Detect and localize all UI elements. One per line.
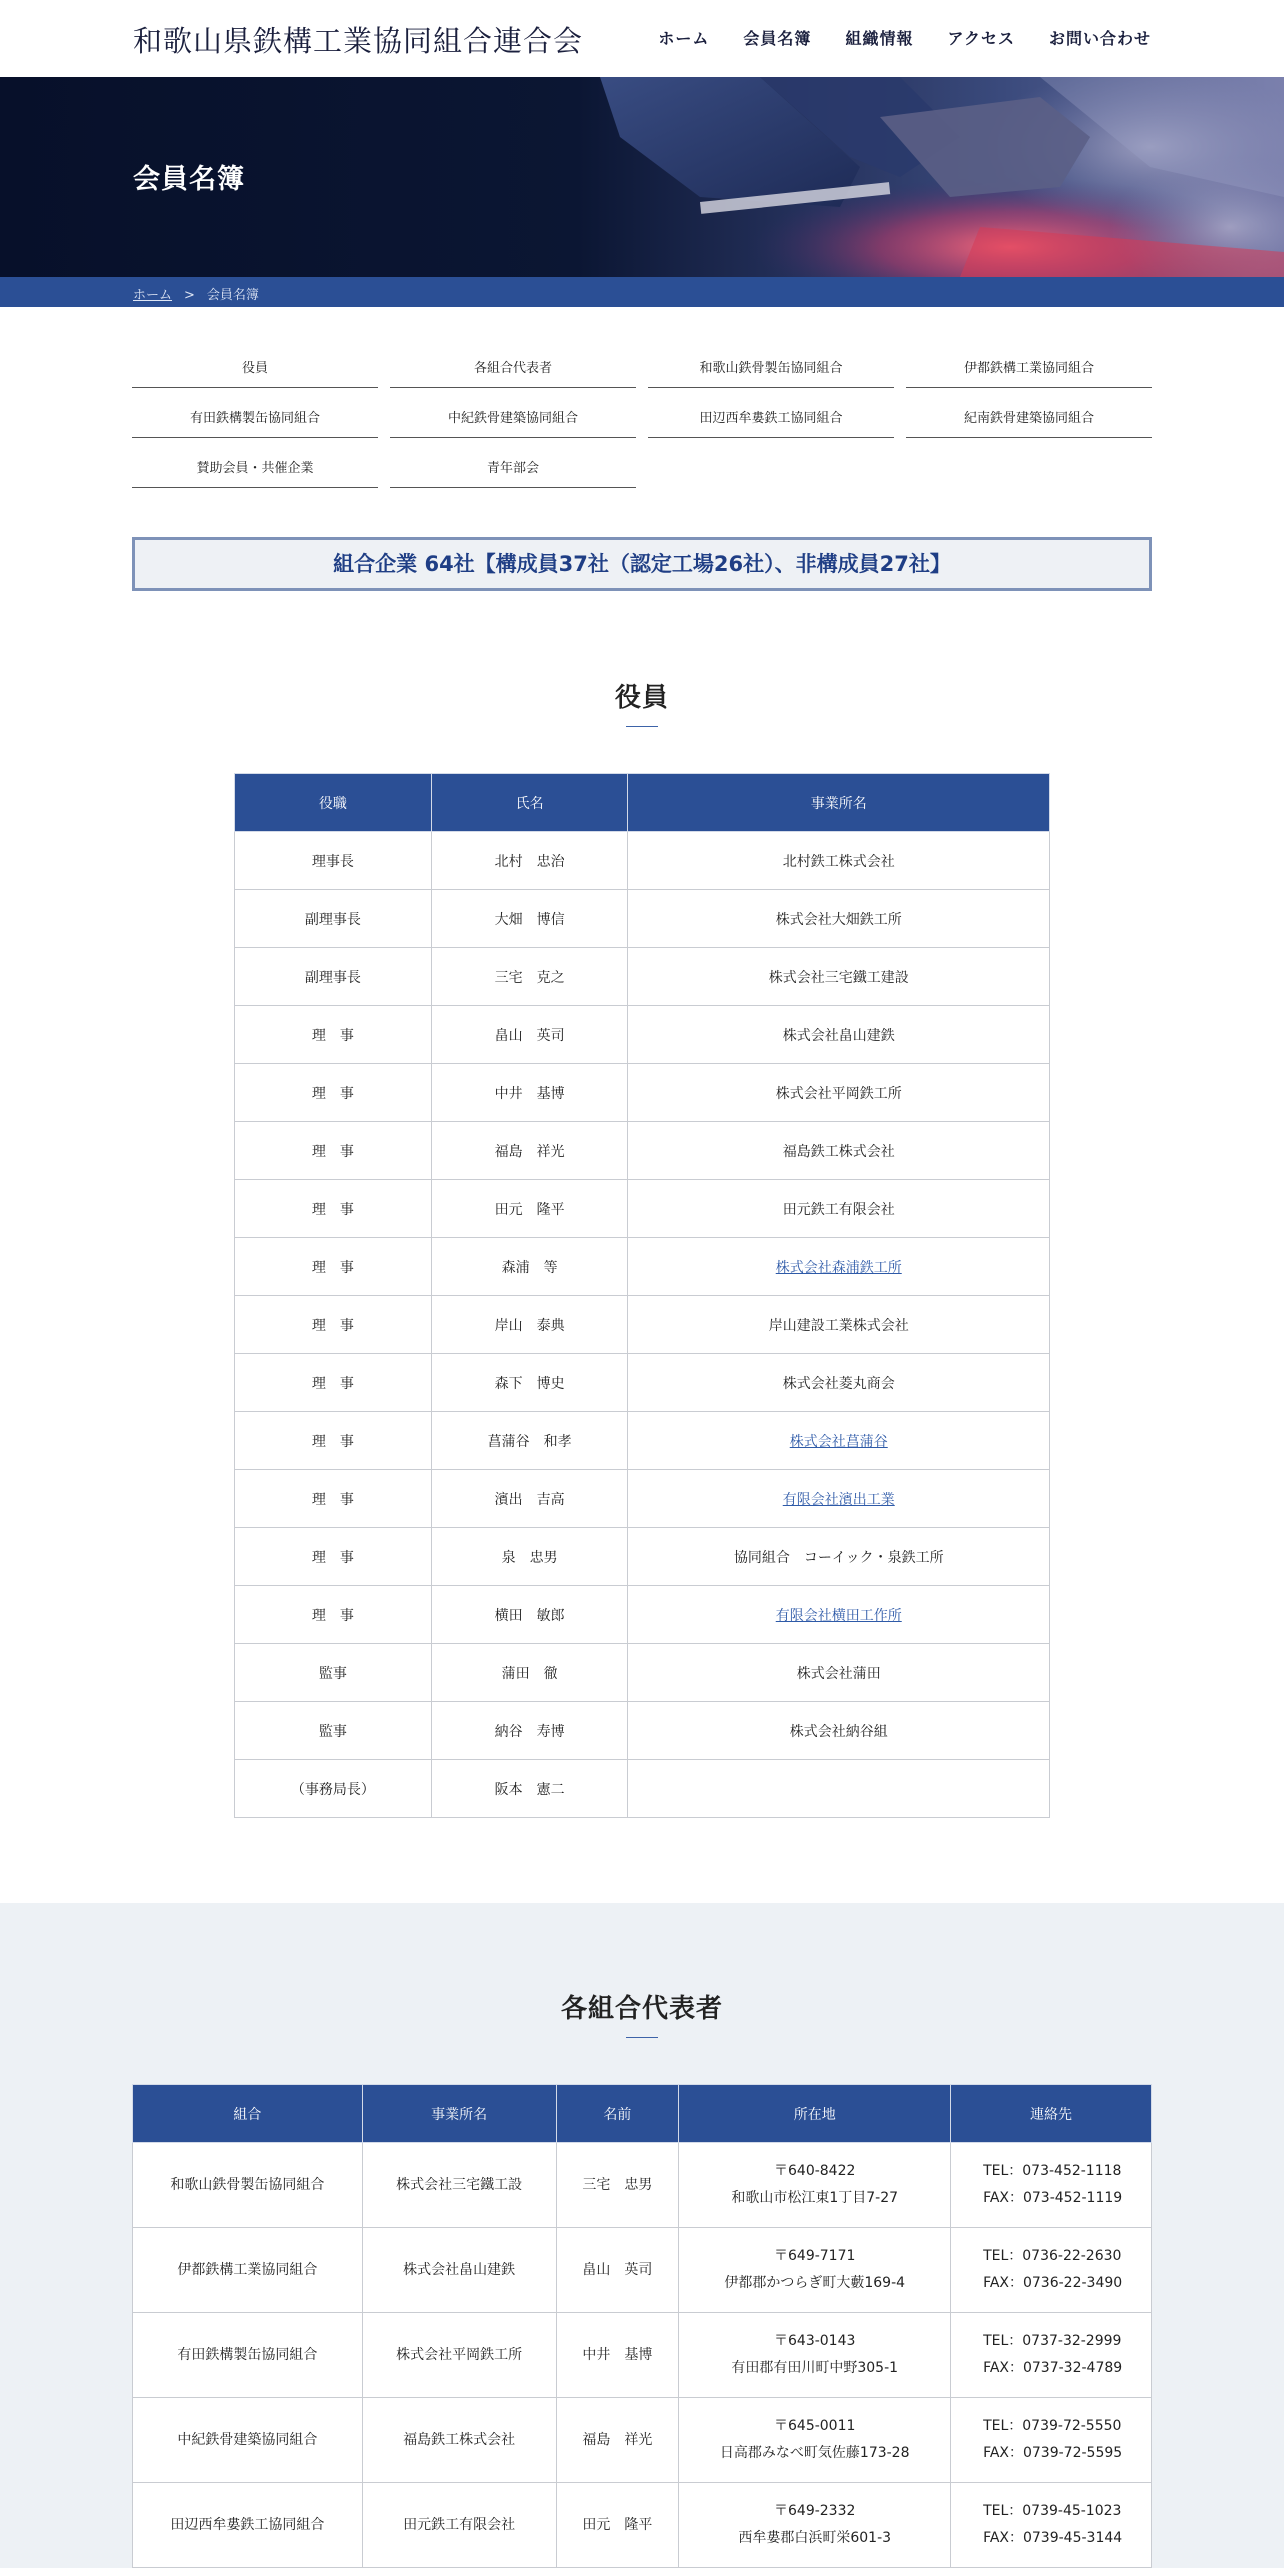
hero-banner xyxy=(0,77,1284,277)
officer-role: 理 事 xyxy=(235,1470,432,1528)
officer-name: 岸山 泰典 xyxy=(431,1296,628,1354)
union-name: 有田鉄構製缶協同組合 xyxy=(133,2313,363,2398)
address-cell xyxy=(679,2228,951,2313)
phone-number: TEL：0739-45-1023 xyxy=(983,2503,1122,2520)
table-row xyxy=(235,890,1050,948)
anchor-officers[interactable]: 役員 xyxy=(132,350,378,388)
phone-number: TEL：0739-72-5550 xyxy=(983,2418,1122,2435)
company-name: 株式会社平岡鉄工所 xyxy=(362,2313,556,2398)
officer-role: 理 事 xyxy=(235,1122,432,1180)
global-nav xyxy=(658,26,1151,49)
nav-members[interactable]: 会員名簿 xyxy=(743,29,812,48)
officer-name: 横田 敏郎 xyxy=(431,1586,628,1644)
company-name: 田元鉄工有限会社 xyxy=(362,2483,556,2568)
table-row xyxy=(235,1296,1050,1354)
company-name: 株式会社三宅鐵工設 xyxy=(362,2143,556,2228)
officer-company-cell xyxy=(628,948,1050,1006)
contact-cell xyxy=(951,2313,1152,2398)
officer-company-cell xyxy=(628,1238,1050,1296)
table-row xyxy=(235,832,1050,890)
officer-role: 理 事 xyxy=(235,1296,432,1354)
company-name: 株式会社畠山建鉄 xyxy=(362,2228,556,2313)
table-row xyxy=(133,2228,1152,2313)
table-row xyxy=(235,1354,1050,1412)
officer-company-cell xyxy=(628,1644,1050,1702)
union-name: 和歌山鉄骨製缶協同組合 xyxy=(133,2143,363,2228)
table-row xyxy=(235,1122,1050,1180)
address-cell xyxy=(679,2398,951,2483)
fax-number: FAX：0737-32-4789 xyxy=(983,2360,1123,2376)
nav-contact[interactable]: お問い合わせ xyxy=(1048,29,1151,48)
officer-role: 副理事長 xyxy=(235,890,432,948)
table-row xyxy=(133,2313,1152,2398)
table-header-row xyxy=(235,774,1050,832)
company-name: 協同組合 コーイック・泉鉄工所 xyxy=(733,1549,944,1566)
table-row xyxy=(133,2143,1152,2228)
column-header: 組合 xyxy=(133,2085,363,2143)
postal-code: 〒643-0143 xyxy=(774,2333,856,2350)
officer-name: 中井 基博 xyxy=(431,1064,628,1122)
company-name: 株式会社蒲田 xyxy=(796,1665,881,1682)
table-row xyxy=(235,948,1050,1006)
officer-role: 理 事 xyxy=(235,1064,432,1122)
company-link[interactable]: 株式会社菖蒲谷 xyxy=(789,1433,888,1450)
officer-name: 濱出 吉高 xyxy=(431,1470,628,1528)
fax-number: FAX：0739-45-3144 xyxy=(983,2530,1123,2546)
officer-company-cell xyxy=(628,1702,1050,1760)
page-title: 会員名簿 xyxy=(133,164,245,195)
nav-home[interactable]: ホーム xyxy=(658,29,710,48)
column-header: 事業所名 xyxy=(362,2085,556,2143)
officer-name: 森浦 等 xyxy=(431,1238,628,1296)
officer-role: 理 事 xyxy=(235,1354,432,1412)
representative-name: 三宅 忠男 xyxy=(556,2143,679,2228)
officer-name: 森下 博史 xyxy=(431,1354,628,1412)
officer-name: 田元 隆平 xyxy=(431,1180,628,1238)
officer-role: 理 事 xyxy=(235,1412,432,1470)
anchor-wakayama-union[interactable]: 和歌山鉄骨製缶協同組合 xyxy=(648,350,894,388)
breadcrumb-trail xyxy=(133,284,259,303)
table-row xyxy=(235,1760,1050,1818)
officers-heading: 役員 xyxy=(614,683,669,713)
table-row xyxy=(235,1180,1050,1238)
officer-company-cell xyxy=(628,1064,1050,1122)
column-header: 名前 xyxy=(556,2085,679,2143)
company-link[interactable]: 有限会社横田工作所 xyxy=(775,1607,902,1624)
address: 西牟婁郡白浜町栄601-3 xyxy=(738,2530,892,2546)
table-row xyxy=(235,1644,1050,1702)
officer-role: 副理事長 xyxy=(235,948,432,1006)
officer-role: 理 事 xyxy=(235,1528,432,1586)
postal-code: 〒649-2332 xyxy=(774,2503,856,2520)
officer-company-cell xyxy=(628,1528,1050,1586)
breadcrumb xyxy=(0,277,1284,307)
officer-name: 大畑 博信 xyxy=(431,890,628,948)
anchor-representatives[interactable]: 各組合代表者 xyxy=(390,350,636,388)
company-name: 福島鉄工株式会社 xyxy=(782,1143,895,1160)
officer-role: 理 事 xyxy=(235,1586,432,1644)
table-header-row xyxy=(133,2085,1152,2143)
column-header: 氏名 xyxy=(431,774,628,832)
anchor-kinan-union[interactable]: 紀南鉄骨建築協同組合 xyxy=(906,400,1152,438)
union-name: 伊都鉄構工業協同組合 xyxy=(133,2228,363,2313)
anchor-chuki-union[interactable]: 中紀鉄骨建築協同組合 xyxy=(390,400,636,438)
officer-name: 畠山 英司 xyxy=(431,1006,628,1064)
officers-table xyxy=(234,773,1050,1818)
representatives-table xyxy=(132,2084,1152,2568)
table-row xyxy=(235,1470,1050,1528)
officer-name: 蒲田 徹 xyxy=(431,1644,628,1702)
table-row xyxy=(235,1006,1050,1064)
address-cell xyxy=(679,2143,951,2228)
company-name: 岸山建設工業株式会社 xyxy=(768,1317,909,1334)
company-name: 株式会社大畑鉄工所 xyxy=(775,911,902,928)
address-cell xyxy=(679,2313,951,2398)
officer-role: （事務局長） xyxy=(235,1760,432,1818)
anchor-arida-union[interactable]: 有田鉄構製缶協同組合 xyxy=(132,400,378,438)
officer-name: 泉 忠男 xyxy=(431,1528,628,1586)
anchor-youth-group[interactable]: 青年部会 xyxy=(390,450,636,488)
postal-code: 〒649-7171 xyxy=(774,2248,856,2265)
officer-company-cell xyxy=(628,1180,1050,1238)
member-summary-box: 組合企業 64社【構成員37社（認定工場26社）、非構成員27社】 xyxy=(132,537,1152,591)
officer-name: 福島 祥光 xyxy=(431,1122,628,1180)
company-name: 株式会社菱丸商会 xyxy=(782,1375,895,1392)
company-name: 株式会社畠山建鉄 xyxy=(782,1027,895,1044)
contact-cell xyxy=(951,2228,1152,2313)
breadcrumb-home-link[interactable]: ホーム xyxy=(133,288,173,303)
officer-role: 監事 xyxy=(235,1644,432,1702)
company-name: 株式会社三宅鐵工建設 xyxy=(768,969,909,986)
table-row xyxy=(133,2483,1152,2568)
table-row xyxy=(235,1702,1050,1760)
union-name: 田辺西牟婁鉄工協同組合 xyxy=(133,2483,363,2568)
union-name: 中紀鉄骨建築協同組合 xyxy=(133,2398,363,2483)
breadcrumb-current: 会員名簿 xyxy=(206,288,259,303)
heading-underline xyxy=(626,726,658,727)
site-title[interactable]: 和歌山県鉄構工業協同組合連合会 xyxy=(133,24,584,58)
officer-company-cell xyxy=(628,1122,1050,1180)
officer-role: 理 事 xyxy=(235,1006,432,1064)
breadcrumb-separator: > xyxy=(184,288,195,303)
contact-cell xyxy=(951,2398,1152,2483)
address: 伊都郡かつらぎ町大藪169-4 xyxy=(724,2275,906,2291)
anchor-ito-union[interactable]: 伊都鉄構工業協同組合 xyxy=(906,350,1152,388)
table-row xyxy=(235,1586,1050,1644)
representative-name: 田元 隆平 xyxy=(556,2483,679,2568)
officer-company-cell xyxy=(628,1470,1050,1528)
fax-number: FAX：073-452-1119 xyxy=(983,2190,1123,2206)
company-link[interactable]: 株式会社森浦鉄工所 xyxy=(775,1259,902,1276)
representatives-heading: 各組合代表者 xyxy=(560,1994,723,2024)
officer-company-cell xyxy=(628,890,1050,948)
contact-cell xyxy=(951,2143,1152,2228)
column-header: 役職 xyxy=(235,774,432,832)
fax-number: FAX：0739-72-5595 xyxy=(983,2445,1123,2461)
anchor-supporting-members[interactable]: 賛助会員・共催企業 xyxy=(132,450,378,488)
company-name: 北村鉄工株式会社 xyxy=(782,853,895,870)
officer-name: 三宅 克之 xyxy=(431,948,628,1006)
phone-number: TEL：0736-22-2630 xyxy=(983,2248,1122,2265)
officer-role: 理事長 xyxy=(235,832,432,890)
officer-name: 北村 忠治 xyxy=(431,832,628,890)
table-row xyxy=(235,1238,1050,1296)
representatives-table-body xyxy=(133,2143,1152,2568)
representative-name: 畠山 英司 xyxy=(556,2228,679,2313)
postal-code: 〒640-8422 xyxy=(774,2163,856,2180)
address: 日高郡みなべ町気佐藤173-28 xyxy=(719,2445,910,2461)
officer-company-cell xyxy=(628,1296,1050,1354)
column-header: 所在地 xyxy=(679,2085,951,2143)
nav-organization[interactable]: 組織情報 xyxy=(845,29,914,48)
phone-number: TEL：073-452-1118 xyxy=(983,2163,1122,2180)
company-name: 株式会社納谷組 xyxy=(789,1723,888,1740)
officer-company-cell xyxy=(628,1760,1050,1818)
anchor-tanabe-union[interactable]: 田辺西牟婁鉄工協同組合 xyxy=(648,400,894,438)
fax-number: FAX：0736-22-3490 xyxy=(983,2275,1123,2291)
table-row xyxy=(235,1064,1050,1122)
heading-underline xyxy=(626,2037,658,2038)
officer-name: 菖蒲谷 和孝 xyxy=(431,1412,628,1470)
officer-role: 監事 xyxy=(235,1702,432,1760)
officer-company-cell xyxy=(628,1006,1050,1064)
contact-cell xyxy=(951,2483,1152,2568)
officer-role: 理 事 xyxy=(235,1180,432,1238)
column-header: 連絡先 xyxy=(951,2085,1152,2143)
representative-name: 中井 基博 xyxy=(556,2313,679,2398)
address-cell xyxy=(679,2483,951,2568)
table-row xyxy=(235,1528,1050,1586)
officer-role: 理 事 xyxy=(235,1238,432,1296)
representative-name: 福島 祥光 xyxy=(556,2398,679,2483)
officer-name: 阪本 憲二 xyxy=(431,1760,628,1818)
address: 有田郡有田川町中野305-1 xyxy=(731,2360,899,2376)
officer-company-cell xyxy=(628,1586,1050,1644)
postal-code: 〒645-0011 xyxy=(774,2418,856,2435)
officer-company-cell xyxy=(628,832,1050,890)
officer-company-cell xyxy=(628,1354,1050,1412)
section-anchor-nav xyxy=(132,350,1152,488)
table-row xyxy=(235,1412,1050,1470)
company-link[interactable]: 有限会社濱出工業 xyxy=(782,1491,895,1508)
table-row xyxy=(133,2398,1152,2483)
company-name: 田元鉄工有限会社 xyxy=(782,1201,895,1218)
officer-company-cell xyxy=(628,1412,1050,1470)
company-name: 福島鉄工株式会社 xyxy=(362,2398,556,2483)
site-header xyxy=(0,0,1284,77)
nav-access[interactable]: アクセス xyxy=(947,29,1015,48)
address: 和歌山市松江東1丁目7-27 xyxy=(731,2190,899,2206)
column-header: 事業所名 xyxy=(628,774,1050,832)
officer-name: 納谷 寿博 xyxy=(431,1702,628,1760)
company-name: 株式会社平岡鉄工所 xyxy=(775,1085,902,1102)
officers-table-body xyxy=(235,832,1050,1818)
phone-number: TEL：0737-32-2999 xyxy=(983,2333,1122,2350)
